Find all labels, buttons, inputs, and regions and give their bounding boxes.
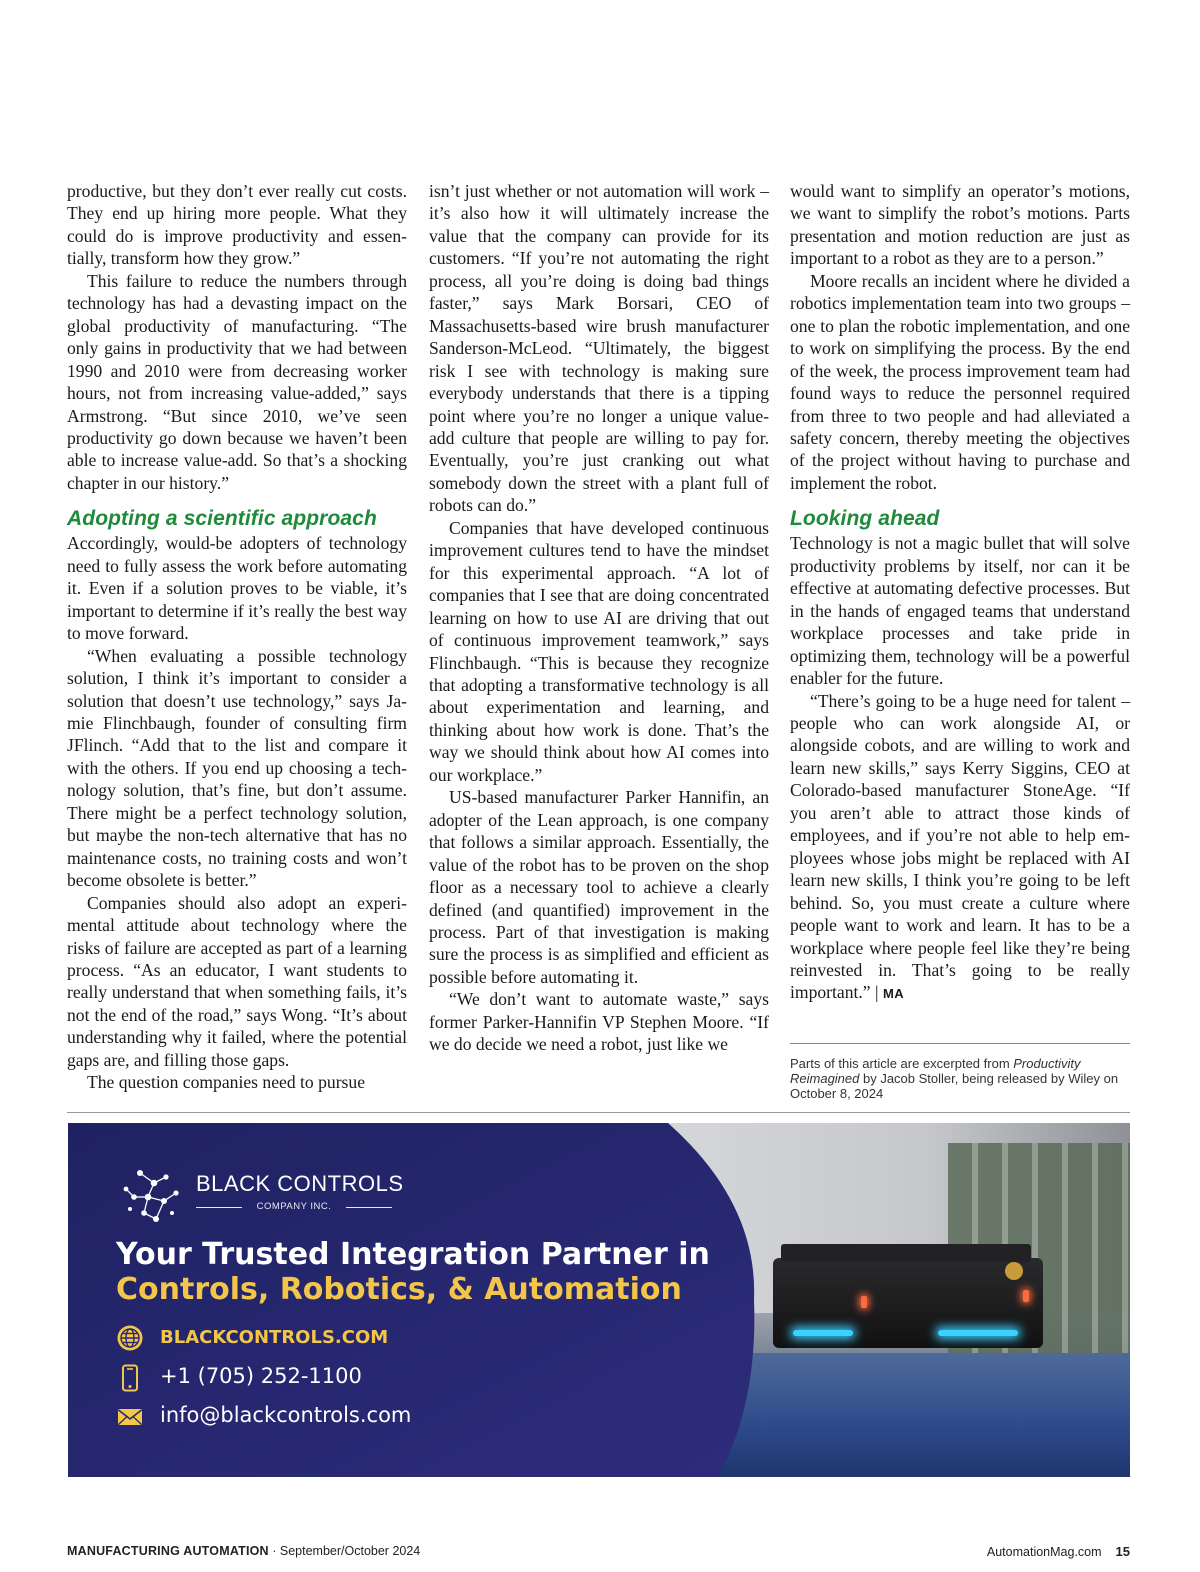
ad-headline-line-2: Controls, Robotics, & Automation: [116, 1272, 682, 1307]
paragraph: Moore recalls an incident where he divided a robotics implementation team into two groups – one to plan the robotic implementation, and one to work on simplifying the process. By the end of the week, the process improvement team had found ways to reduce the personnel required from three to two people and had alleviated a safety concern, thereby meeting the objectives of the project without having to purchase and implement the robot.: [790, 270, 1130, 493]
footer-separator: ·: [268, 1544, 280, 1558]
paragraph: This failure to reduce the numbers through technology has had a devasting impact on the global productivity of manufacturing. “The only gains in productivity that we had between 1990 and 2010 were from decreasing worker hours, not from increasing value-added,” says Armstrong. “But since 2010, we’ve seen productivity go down because we haven’t been able to increase value-add. So that’s a shocking chapter in our history.”: [67, 270, 407, 493]
paragraph: “We don’t want to automate waste,” says former Parker-Hannifin VP Stephen Moore. “If we do decide we need a robot, just like we: [429, 989, 769, 1055]
paragraph: Companies should also adopt an experimental attitude about technology where the risks of failure are accepted as part of a learning process. “As an educator, I want students to really understand that when something fails, it’s not the end of the road,” says Wong. “It’s about understanding why it failed, where the potential gaps are, and filling those gaps.: [67, 892, 407, 1070]
note-prefix: Parts of this article are excerpted from: [790, 1056, 1014, 1071]
paragraph: isn’t just whether or not automation will work – it’s also how it will ultimately increase the value that the company can provide for its customers. “If you’re not automating the right process, all you’re doing is doing bad things faster,” says Mark Borsari, CEO of Massachusetts-based wire brush manufacturer Sanderson-McLeod. “Ultimately, the biggest risk I see with technology is making sure everybody understands that there is a tipping point where you’re no longer a unique value-add culture that people are willing to pay for. Eventually, you’re just cranking out what somebody down the street with a plant full of robots can do.”: [429, 181, 769, 516]
robot-light: [938, 1330, 1018, 1336]
ad-website-link[interactable]: BLACKCONTROLS.COM: [160, 1327, 389, 1348]
ad-phone-row[interactable]: [116, 1362, 676, 1394]
ad-website-row[interactable]: [116, 1322, 676, 1354]
ad-email-address[interactable]: info@blackcontrols.com: [160, 1403, 412, 1427]
phone-icon: [116, 1364, 144, 1392]
advertisement-black-controls[interactable]: [68, 1123, 1130, 1477]
footer-website-link[interactable]: AutomationMag.com: [986, 1545, 1102, 1559]
paragraph: would want to simplify an operator’s motions, we want to simplify the robot’s motions. Parts presentation and motion reduction are just as important to a robot as they are to a person.”: [790, 181, 1130, 269]
ad-headline-line-1: Your Trusted Integration Partner in: [116, 1237, 710, 1272]
section-heading-looking-ahead: Looking ahead: [790, 507, 940, 531]
paragraph: productive, but they don’t ever really cut costs. They end up hiring more people. What they could do is improve productivity and essentially, transform how they grow.”: [67, 181, 407, 269]
excerpt-note: [790, 1056, 1130, 1101]
paragraph: “When evaluating a possible technology solution, I think it’s important to consider a solution that doesn’t use technology,” says Jamie Flinchbaugh, founder of consulting firm JFlinch. “Add that to the list and compare it with the others. If you end up choosing a technology solution, that’s fine, but don’t assume. There might be a perfect technology solution, but maybe the non-tech alternative that has no maintenance costs, no training costs and won’t become obsolete is better.”: [67, 645, 407, 891]
company-subtitle: COMPANY INC.: [196, 1201, 392, 1212]
robot-indicator: [861, 1296, 867, 1308]
mobile-robot: [773, 1258, 1043, 1348]
paragraph: US-based manufacturer Parker Hannifin, an adopter of the Lean approach, is one company that follows a similar approach. Essentially, the value of the robot has to be proven on the shop floor as a necessary tool to achieve a clearly defined (and quantified) improvement in the process. Part of that investigation is making sure the process is as simplified and efficient as possible before automating it.: [429, 787, 769, 987]
robot-top: [781, 1244, 1031, 1262]
article-column-1: [67, 180, 407, 1094]
robot-indicator: [1023, 1290, 1029, 1302]
paragraph: Accordingly, would-be adopters of technology need to fully assess the work before automating it. Even if a solution proves to be viable, it’s important to determine if it’s really the best way to move forward.: [67, 533, 407, 644]
issue-date: September/October 2024: [279, 1544, 421, 1558]
book-title: Productivity Reimagined: [790, 1056, 1081, 1086]
ad-email-row[interactable]: [116, 1401, 676, 1433]
note-suffix: by Jacob Stoller, being released by Wiley on October 8, 2024: [790, 1071, 1119, 1101]
article-column-2: [429, 180, 769, 1056]
signature-separator: |: [870, 982, 883, 1003]
robot-light: [793, 1330, 853, 1336]
paragraph: Companies that have developed continuous improvement cultures tend to have the mindset for this experimental approach. “A lot of companies that I see that are doing concentrated learning on how to use AI are driving that out of continuous improvement teamwork,” says Flinchbaugh. “This is because they recognize that adopting a transformative technology is all about experimentation and learning, and thinking about how work is done. That’s the way we should think about how AI comes into our workplace.”: [429, 517, 769, 785]
page-divider: [67, 1112, 1130, 1113]
note-divider: [790, 1043, 1130, 1044]
ad-navy-panel: [68, 1123, 768, 1477]
envelope-icon: [116, 1403, 144, 1431]
paragraph: Technology is not a magic bullet that will solve productivity problems by itself, nor can it be effective at automating defective processes. But in the hands of engaged teams that understand workplace processes and take pride in optimizing them, technology will be a powerful enabler for the future.: [790, 533, 1130, 689]
robot-badge: [1005, 1262, 1023, 1280]
article-column-3: [790, 180, 1130, 1006]
author-signature: MA: [882, 986, 905, 1002]
footer-site: [987, 1544, 1130, 1559]
ad-phone-number[interactable]: +1 (705) 252-1100: [160, 1364, 362, 1388]
paragraph: The question companies need to pursue: [87, 1072, 366, 1093]
section-heading-adopting: Adopting a scientific approach: [67, 507, 377, 531]
paragraph: [790, 690, 1130, 1006]
page-number: 15: [1115, 1544, 1130, 1559]
black-controls-logo-icon: [120, 1163, 186, 1229]
footer-publication: [67, 1544, 420, 1558]
magazine-name: MANUFACTURING AUTOMATION: [67, 1544, 269, 1558]
company-name: BLACK CONTROLS: [196, 1171, 404, 1196]
final-paragraph-text: “There’s going to be a huge need for talent – people who can work alongside AI, or alongside cobots, and are willing to work and learn new skills,” says Kerry Siggins, CEO at Colorado-based manufacturer StoneAge. “If you aren’t able to attract those kinds of employees, and if you’re not able to help employees whose jobs might be replaced with AI learn new skills, I think you’re going to be left behind. So, you must create a culture where people want to work and learn. It has to be a workplace where people feel like they’re being reinvested in. That’s going to be really important.”: [790, 690, 1130, 1003]
globe-icon: [116, 1324, 144, 1352]
